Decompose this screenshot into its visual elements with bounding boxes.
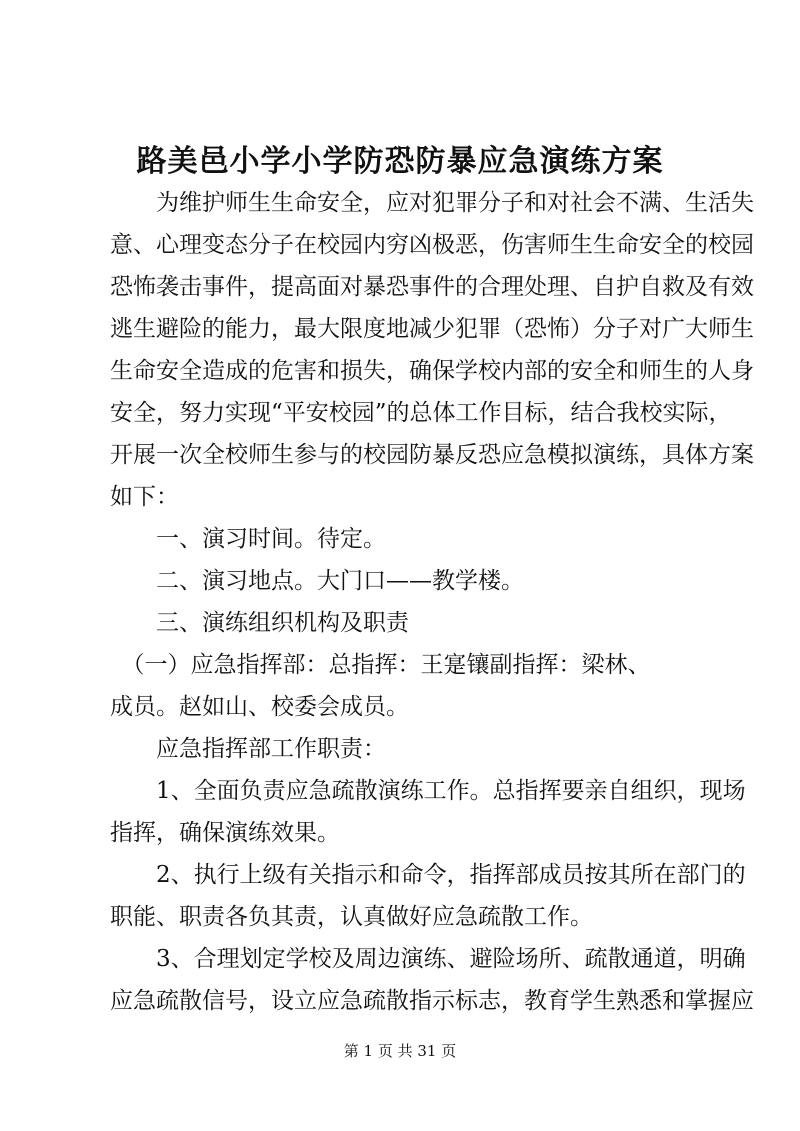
section-heading: 三、演练组织机构及职责 — [110, 610, 409, 636]
list-item-line: 1、全面负责应急疏散演练工作。总指挥要亲自组织，现场 — [110, 778, 746, 804]
body-line: 恐怖袭击事件，提高面对暴恐事件的合理处理、自护自救及有效 — [110, 274, 754, 300]
body-line: 逃生避险的能力，最大限度地减少犯罪（恐怖）分子对广大师生 — [110, 316, 754, 342]
section-heading: 二、演习地点。大门口——教学楼。 — [110, 568, 524, 594]
body-line: 应急指挥部工作职责： — [110, 736, 386, 762]
list-item-line: 应急疏散信号，设立应急疏散指示标志，教育学生熟悉和掌握应 — [110, 988, 754, 1014]
list-item-line: 3、合理划定学校及周边演练、避险场所、疏散通道，明确 — [110, 946, 746, 972]
body-line: 如下： — [110, 484, 179, 510]
page-number: 第 1 页 共 31 页 — [343, 1042, 457, 1060]
list-item-line: 指挥，确保演练效果。 — [110, 820, 340, 846]
document-title: 路美邑小学小学防恐防暴应急演练方案 — [136, 144, 664, 179]
body-line: 生命安全造成的危害和损失，确保学校内部的安全和师生的人身 — [110, 358, 754, 384]
list-item-line: 职能、职责各负其责，认真做好应急疏散工作。 — [110, 904, 593, 930]
body-line: 为维护师生生命安全，应对犯罪分子和对社会不满、生活失 — [110, 190, 754, 216]
body-line: 意、心理变态分子在校园内穷凶极恶，伤害师生生命安全的校园 — [110, 232, 754, 258]
body-line: 开展一次全校师生参与的校园防暴反恐应急模拟演练，具体方案 — [110, 442, 754, 468]
list-item-line: 2、执行上级有关指示和命令，指挥部成员按其所在部门的 — [110, 862, 746, 888]
subsection-heading: （一）应急指挥部：总指挥：王寔镶副指挥：梁林、 — [110, 652, 651, 678]
body-line: 成员。赵如山、校委会成员。 — [110, 694, 409, 720]
body-line: 安全，努力实现“平安校园”的总体工作目标，结合我校实际， — [110, 400, 732, 426]
section-heading: 一、演习时间。待定。 — [110, 526, 386, 552]
